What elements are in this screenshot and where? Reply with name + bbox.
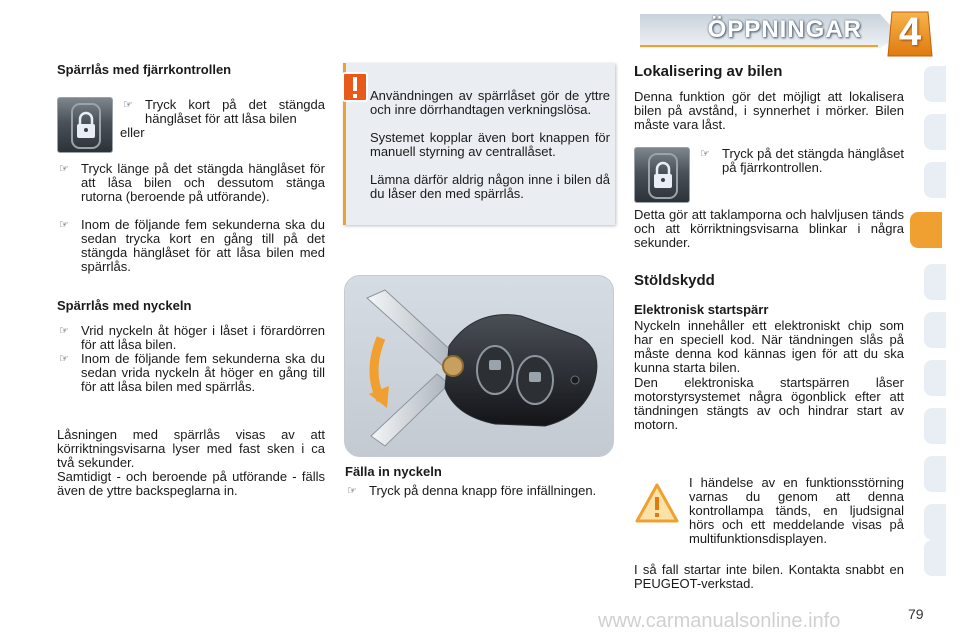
watermark: www.carmanualsonline.info bbox=[598, 610, 841, 632]
note-paragraph-1: Användningen av spärrlåset gör de yttre och inre dörrhandtagen verkningslösa. bbox=[370, 88, 610, 117]
final-text: I så fall startar inte bilen. Kontakta snabbt en PEUGEOT-verkstad. bbox=[634, 562, 904, 591]
immobiliser-paragraph-2: Den elektroniska startspärren låser motorstyrsystemet några ögonblick efter att tändningen stängts av och hindrar start av motorn. bbox=[634, 375, 904, 432]
padlock-icon bbox=[58, 98, 114, 154]
tab-chapter-7[interactable] bbox=[924, 360, 946, 396]
immobiliser-heading: Elektronisk startspärr bbox=[634, 302, 769, 317]
bullet-arrow-icon: ☞ bbox=[123, 99, 133, 111]
theft-protection-heading: Stöldskydd bbox=[634, 272, 715, 289]
bullet-arrow-icon: ☞ bbox=[59, 325, 69, 337]
deadlock-indication-text: Låsningen med spärrlås visas av att körriktningsvisarna lyser med fast sken i ca två sekunder. bbox=[57, 427, 325, 470]
bullet-arrow-icon: ☞ bbox=[59, 163, 69, 175]
padlock-icon bbox=[635, 148, 691, 204]
locate-heading: Lokalisering av bilen bbox=[634, 63, 783, 80]
deadlock-note-box bbox=[343, 63, 615, 225]
remote-bullet-3: ☞ Inom de följande fem sekunderna ska du sedan trycka kort en gång till på det stängda hänglåset för att låsa bilen med spärrlås. bbox=[59, 217, 325, 274]
chapter-title: ÖPPNINGAR bbox=[707, 16, 862, 43]
tab-chapter-9[interactable] bbox=[924, 456, 946, 492]
bullet-arrow-icon: ☞ bbox=[59, 219, 69, 231]
note-paragraph-2: Systemet kopplar även bort knappen för manuell styrning av centrallåset. bbox=[370, 130, 610, 159]
warning-text: I händelse av en funktionsstörning varnas du genom att denna kontrollampa tänds, en ljudsignal hörs och ett meddelande visas på multifunktionsdisplayen. bbox=[689, 475, 904, 546]
tab-chapter-10[interactable] bbox=[924, 504, 946, 540]
chapter-number: 4 bbox=[898, 10, 922, 54]
locate-result-text: Detta gör att taklamporna och halvljusen tänds och att körriktningsvisarna blinkar i några sekunder. bbox=[634, 207, 904, 250]
bullet-arrow-icon: ☞ bbox=[347, 485, 357, 497]
mirror-fold-text: Samtidigt - och beroende på utförande - fälls även de yttre backspeglarna in. bbox=[57, 469, 325, 498]
bullet-arrow-icon: ☞ bbox=[700, 148, 710, 160]
tab-chapter-6[interactable] bbox=[924, 312, 946, 348]
chapter-tabs bbox=[924, 66, 946, 576]
lock-button-image bbox=[57, 97, 113, 153]
page-number: 79 bbox=[908, 606, 924, 622]
key-illustration bbox=[344, 275, 614, 457]
tab-chapter-4-active[interactable] bbox=[910, 212, 942, 248]
key-deadlock-heading: Spärrlås med nyckeln bbox=[57, 298, 192, 313]
remote-bullet-2: ☞ Tryck länge på det stängda hänglåset för att låsa bilen och dessutom stänga rutorna (beroende på utförande). bbox=[59, 161, 325, 204]
tab-chapter-3[interactable] bbox=[924, 162, 946, 198]
tab-chapter-1[interactable] bbox=[924, 66, 946, 102]
warning-triangle-icon bbox=[635, 483, 679, 523]
remote-key-image bbox=[345, 276, 615, 458]
tab-chapter-11[interactable] bbox=[924, 540, 946, 576]
remote-bullet-1: ☞ Tryck kort på det stängda hänglåset för att låsa bilen bbox=[123, 97, 325, 126]
exclamation-icon bbox=[342, 72, 368, 102]
or-text: eller bbox=[120, 125, 145, 140]
bullet-arrow-icon: ☞ bbox=[59, 353, 69, 365]
key-bullet-2: ☞ Inom de följande fem sekunderna ska du sedan vrida nyckeln åt höger en gång till för att låsa bilen med spärrlås. bbox=[59, 351, 325, 394]
key-bullet-1: ☞ Vrid nyckeln åt höger i låset i förardörren för att låsa bilen. bbox=[59, 323, 325, 352]
remote-deadlock-heading: Spärrlås med fjärrkontrollen bbox=[57, 62, 232, 77]
fold-key-bullet: ☞ Tryck på denna knapp före infällningen. bbox=[347, 483, 597, 498]
locate-text: Denna funktion gör det möjligt att lokalisera bilen på avstånd, i synnerhet i mörker. Bilen måste vara låst. bbox=[634, 89, 904, 132]
tab-chapter-5[interactable] bbox=[924, 264, 946, 300]
note-paragraph-3: Lämna därför aldrig någon inne i bilen då du låser den med spärrlås. bbox=[370, 172, 610, 201]
tab-chapter-2[interactable] bbox=[924, 114, 946, 150]
locate-bullet: ☞ Tryck på det stängda hänglåset på fjärrkontrollen. bbox=[700, 146, 904, 175]
immobiliser-paragraph-1: Nyckeln innehåller ett elektroniskt chip som har en speciell kod. När tändningen slås på måste denna kod kännas igen för att du ska kunna starta bilen. bbox=[634, 318, 904, 375]
tab-chapter-8[interactable] bbox=[924, 408, 946, 444]
fold-key-heading: Fälla in nyckeln bbox=[345, 464, 442, 479]
lock-button-image bbox=[634, 147, 690, 203]
